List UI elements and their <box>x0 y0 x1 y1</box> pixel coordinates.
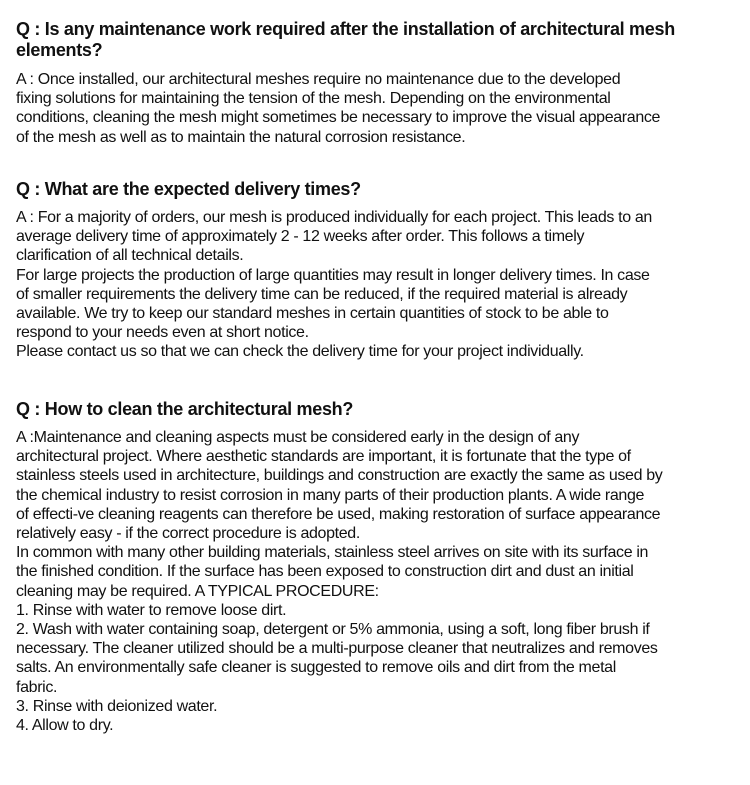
answer-line: Please contact us so that we can check the delivery time for your project individually. <box>16 343 584 361</box>
question-line: Q : Is any maintenance work required after the installation of architectural mesh <box>16 19 675 39</box>
faq-question <box>16 19 750 61</box>
answer-line: of smaller requirements the delivery time can be reduced, if the required material is already <box>16 285 628 303</box>
answer-line: salts. An environmentally safe cleaner is suggested to remove oils and dirt from the metal <box>16 659 616 677</box>
faq-answer <box>16 70 750 147</box>
faq-question <box>16 399 750 420</box>
answer-line: clarification of all technical details. <box>16 247 244 265</box>
faq-answer <box>16 428 750 735</box>
answer-line: average delivery time of approximately 2 - 12 weeks after order. This follows a timely <box>16 228 585 246</box>
answer-line: of the mesh as well as to maintain the natural corrosion resistance. <box>16 128 466 146</box>
answer-line: of effecti-ve cleaning reagents can therefore be used, making restoration of surface appearance <box>16 505 661 523</box>
faq-question <box>16 179 750 200</box>
answer-line: the chemical industry to resist corrosion in many parts of their production plants. A wide range <box>16 486 645 504</box>
question-line: Q : How to clean the architectural mesh? <box>16 399 354 419</box>
faq-answer <box>16 208 750 362</box>
answer-line: cleaning may be required. A TYPICAL PROCEDURE: <box>16 582 379 600</box>
answer-line: necessary. The cleaner utilized should be a multi-purpose cleaner that neutralizes and removes <box>16 640 658 658</box>
question-line: Q : What are the expected delivery times? <box>16 179 361 199</box>
answer-line: relatively easy - if the correct procedure is adopted. <box>16 525 360 543</box>
answer-line: 4. Allow to dry. <box>16 717 114 735</box>
answer-line: fixing solutions for maintaining the tension of the mesh. Depending on the environmental <box>16 90 611 108</box>
answer-line: stainless steels used in architecture, buildings and construction are exactly the same as used by <box>16 467 663 485</box>
faq-item <box>16 179 750 362</box>
answer-line: fabric. <box>16 678 58 696</box>
answer-line: A : For a majority of orders, our mesh is produced individually for each project. This leads to an <box>16 209 652 226</box>
question-line: elements? <box>16 40 103 60</box>
answer-line: 1. Rinse with water to remove loose dirt. <box>16 601 287 619</box>
answer-line: In common with many other building materials, stainless steel arrives on site with its surface in <box>16 544 649 562</box>
answer-line: A :Maintenance and cleaning aspects must be considered early in the design of any <box>16 429 580 446</box>
answer-line: A : Once installed, our architectural meshes require no maintenance due to the developed <box>16 71 621 88</box>
answer-line: For large projects the production of large quantities may result in longer delivery times. In case <box>16 266 650 284</box>
answer-line: available. We try to keep our standard meshes in certain quantities of stock to be able to <box>16 305 609 323</box>
faq-item <box>16 399 750 735</box>
answer-line: conditions, cleaning the mesh might sometimes be necessary to improve the visual appearance <box>16 109 661 127</box>
answer-line: 3. Rinse with deionized water. <box>16 697 218 715</box>
answer-line: 2. Wash with water containing soap, detergent or 5% ammonia, using a soft, long fiber brush if <box>16 621 650 639</box>
answer-line: the finished condition. If the surface has been exposed to construction dirt and dust an initial <box>16 563 634 581</box>
answer-line: architectural project. Where aesthetic standards are important, it is fortunate that the type of <box>16 448 631 466</box>
answer-line: respond to your needs even at short notice. <box>16 324 309 342</box>
faq-item <box>16 19 750 147</box>
